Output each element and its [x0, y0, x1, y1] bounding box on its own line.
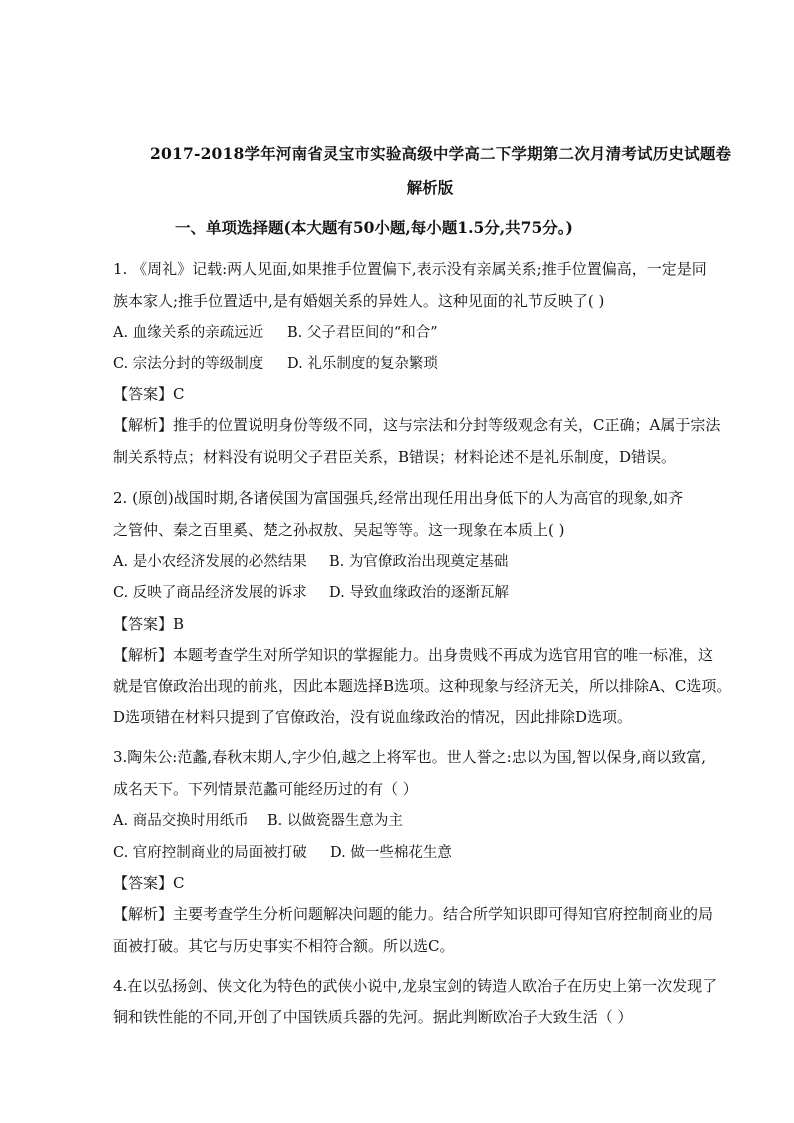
question-1-stem-line-1: 1. 《周礼》记载:两人见面,如果推手位置偏下,表示没有亲属关系;推手位置偏高，一定是同 — [113, 260, 707, 278]
question-4-stem-line-2: 铜和铁性能的不同,开创了中国铁质兵器的先河。据此判断欧冶子大致生活（ ） — [113, 1008, 633, 1026]
question-2-option-d: D. 导致血缘政治的逐渐瓦解 — [329, 585, 509, 601]
section-heading: 一、单项选择题(本大题有50小题,每小题1.5分,共75分。) — [175, 218, 573, 237]
question-3-answer: 【答案】C — [113, 874, 185, 892]
question-3-analysis-line-2: 面被打破。其它与历史事实不相符合额。所以选C。 — [113, 937, 455, 955]
question-2-analysis-line-1: 【解析】本题考查学生对所学知识的掌握能力。出身贵贱不再成为选官用官的唯一标准，这 — [113, 646, 714, 664]
question-1-option-c: C. 宗法分封的等级制度 — [113, 356, 264, 372]
question-4-stem-line-1: 4.在以弘扬剑、侠文化为特色的武侠小说中,龙泉宝剑的铸造人欧冶子在历史上第一次发现了 — [113, 977, 718, 995]
question-2-analysis-line-3: D选项错在材料只提到了官僚政治，没有说血缘政治的情况，因此排除D选项。 — [113, 708, 633, 726]
question-3-analysis-line-1: 【解析】主要考查学生分析问题解决问题的能力。结合所学知识即可得知官府控制商业的局 — [113, 905, 714, 923]
question-1-analysis-line-2: 制关系特点；材料没有说明父子君臣关系，B错误；材料论述不是礼乐制度，D错误。 — [113, 448, 677, 466]
question-3-option-a: A. 商品交换时用纸币 — [113, 813, 249, 829]
question-2-option-b: B. 为官僚政治出现奠定基础 — [329, 554, 509, 570]
document-title: 2017-2018学年河南省灵宝市实验高级中学高二下学期第二次月清考试历史试题卷 — [150, 144, 732, 163]
question-1-answer: 【答案】C — [113, 385, 185, 403]
question-2-stem-line-1: 2. (原创)战国时期,各诸侯国为富国强兵,经常出现任用出身低下的人为高官的现象,如齐 — [113, 489, 684, 507]
question-2-stem-line-2: 之管仲、秦之百里奚、楚之孙叔敖、吴起等等。这一现象在本质上( ) — [113, 521, 565, 539]
question-1-option-b: B. 父子君臣间的“和合” — [287, 325, 438, 341]
question-3-option-d: D. 做一些棉花生意 — [330, 845, 452, 861]
question-2-option-c: C. 反映了商品经济发展的诉求 — [113, 585, 307, 601]
question-2-answer: 【答案】B — [113, 615, 185, 633]
document-subtitle: 解析版 — [406, 178, 454, 197]
question-2-analysis-line-2: 就是官僚政治出现的前兆，因此本题选择B选项。这种现象与经济无关，所以排除A、C选项。 — [113, 677, 732, 695]
question-3-option-b: B. 以做瓷器生意为主 — [267, 813, 403, 829]
question-1-analysis-line-1: 【解析】推手的位置说明身份等级不同，这与宗法和分封等级观念有关，C正确；A属于宗法 — [113, 416, 721, 434]
question-2-option-a: A. 是小农经济发展的必然结果 — [113, 554, 307, 570]
question-1-option-d: D. 礼乐制度的复杂繁琐 — [287, 356, 438, 372]
question-1-option-a: A. 血缘关系的亲疏远近 — [113, 325, 264, 341]
question-3-stem-line-1: 3.陶朱公:范蠡,春秋末期人,字少伯,越之上将军也。世人誉之:忠以为国,智以保身,商以致富, — [113, 748, 707, 766]
question-3-stem-line-2: 成名天下。下列情景范蠡可能经历过的有（ ） — [113, 780, 418, 798]
question-3-option-c: C. 官府控制商业的局面被打破 — [113, 845, 307, 861]
question-1-stem-line-2: 族本家人;推手位置适中,是有婚姻关系的异姓人。这种见面的礼节反映了( ) — [113, 292, 605, 310]
